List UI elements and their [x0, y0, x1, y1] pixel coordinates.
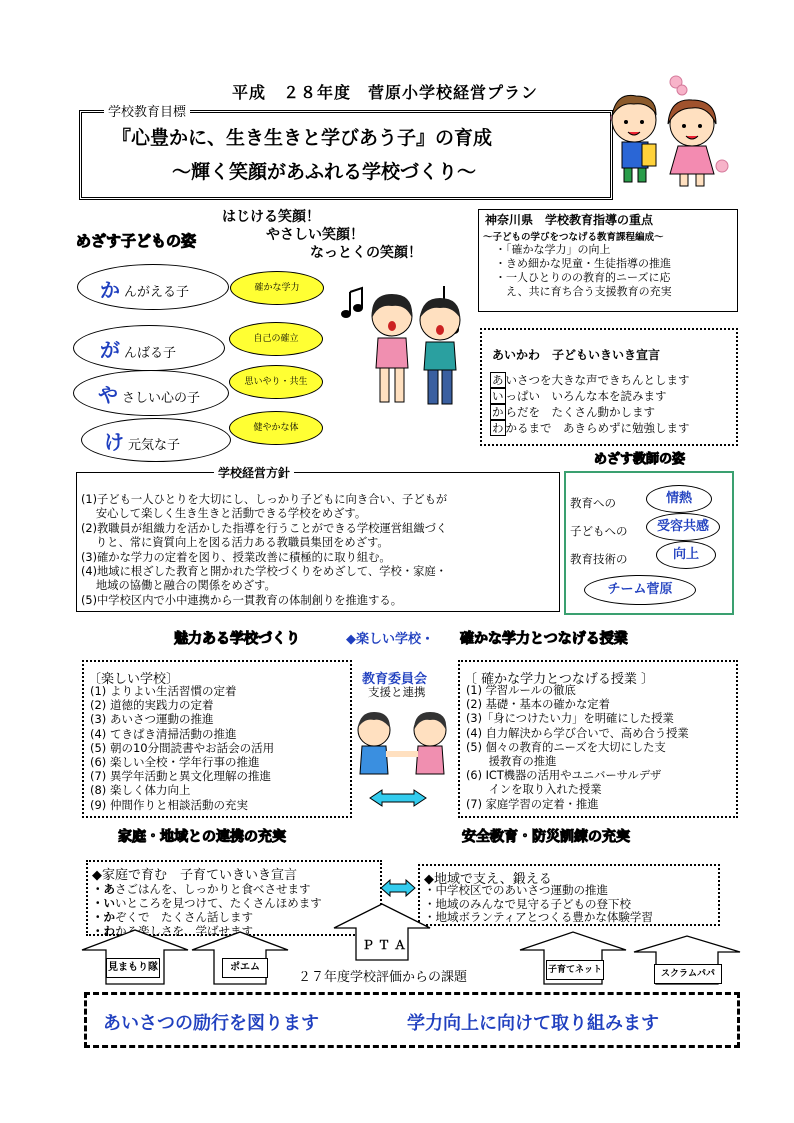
fun-school-item: (6) 楽しい全校・学年行事の推進: [90, 755, 260, 770]
banner-fun-school: ◆楽しい学校・: [346, 632, 434, 647]
home-initial: ・わ: [92, 924, 115, 938]
fun-school-item: (9) 仲間作りと相談活動の充実: [90, 797, 248, 812]
home-title: ◆家庭で育む 子育ていきいき宣言: [92, 868, 297, 883]
kanagawa-item: え、共に育ち合う支援教育の充実: [495, 285, 672, 298]
policy-list: [81, 493, 447, 608]
evaluation-label: ２７年度学校評価からの課題: [298, 970, 468, 985]
kanagawa-item: ・一人ひとりのの教育的ニーズに応: [495, 271, 671, 284]
lessons-item: (6) ICT機器の活用やユニバーサルデザ: [466, 769, 662, 783]
fun-school-item: (2) 道徳的実践力の定着: [90, 698, 214, 713]
child-initial: か: [100, 278, 120, 302]
lessons-item: 援教育の推進: [466, 755, 557, 769]
child-initial: が: [100, 338, 120, 362]
lessons-title: 〔 確かな学力とつなげる授業 〕: [464, 672, 655, 687]
kanagawa-item: ・きめ細かな児童・生徒指導の推進: [495, 257, 671, 270]
fun-school-item: (7) 異学年活動と異文化理解の推進: [90, 769, 271, 784]
lessons-item: (3)「身につけたい力」を明確にした授業: [466, 712, 674, 726]
fun-school-item: (8) 楽しく体力向上: [90, 783, 191, 798]
smile-line-1: はじける笑顔！: [222, 209, 320, 225]
policy-line: 地域の協働と融合の関係をめざす。: [81, 579, 276, 593]
home-initial: ・い: [92, 896, 115, 910]
community-box: [418, 864, 720, 926]
goal-academic: 学力向上に向けて取り組みます: [407, 1013, 659, 1034]
teacher-label: 教育への: [570, 496, 616, 510]
fun-school-item: (3) あいさつ運動の推進: [90, 712, 214, 727]
fun-school-box: [82, 660, 352, 818]
home-text: さごはんを、しっかりと食べさせます: [115, 882, 311, 896]
kanagawa-title: 神奈川県 学校教育指導の重点: [485, 213, 654, 227]
goal-label: 学校教育目標: [104, 101, 190, 120]
board-sub: 支援と連携: [368, 685, 426, 699]
policy-title: 学校経営方針: [214, 464, 294, 481]
smile-line-2: やさしい笑顔！: [266, 227, 364, 243]
group-poem: ポエム: [222, 958, 268, 978]
kanagawa-box: [478, 209, 738, 312]
child-initial: や: [98, 383, 118, 407]
declaration-text: いさつを大きな声できちんとします: [505, 373, 690, 387]
lessons-list: [466, 684, 689, 812]
declaration-initial: か: [492, 405, 504, 419]
lessons-item: (1) 学習ルールの徹底: [466, 684, 576, 697]
children-heading: めざす子どもの姿: [76, 232, 197, 250]
teachers-heading: めざす教師の姿: [594, 452, 686, 467]
fun-school-item: (4) てきぱき清掃活動の推進: [90, 726, 237, 741]
child-goal-4: [81, 418, 231, 462]
community-item: ・中学校区でのあいさつ運動の推進: [424, 883, 608, 897]
community-item: ・地域のみんなで見守る子どもの登下校: [424, 896, 631, 911]
kanagawa-list: [495, 243, 672, 299]
child-goal-2: [73, 325, 225, 371]
child-rest: んばる子: [124, 346, 177, 361]
child-rest: さしい心の子: [122, 391, 201, 406]
declaration-initial: い: [492, 389, 504, 403]
policy-line: (5)中学校区内で小中連携から一貫教育の体制創りを推進する。: [81, 593, 403, 607]
child-goal-1: [77, 264, 229, 310]
page-title: 平成 ２８年度 菅原小学校経営プラン: [232, 83, 539, 102]
fun-school-list: [90, 684, 274, 812]
lessons-item: (2) 基礎・基本の確かな定着: [466, 698, 610, 712]
fun-school-item: (1) よりよい生活習慣の定着: [90, 684, 237, 698]
banner-home-community: 家庭・地域との連携の充実: [118, 829, 286, 845]
policy-line: りと、常に資質向上を図る活力ある教職員集団をめざす。: [81, 536, 389, 550]
fun-school-title: 〔楽しい学校〕: [88, 672, 180, 687]
declaration-box: [480, 328, 738, 446]
declaration-initial: わ: [492, 421, 504, 435]
declaration-text: っぱい いろんな本を読みます: [505, 389, 667, 403]
trait-3: 思いやり・共生: [229, 365, 323, 399]
teachers-box: [564, 471, 734, 615]
trait-1: 確かな学力: [230, 271, 324, 305]
policy-line: (3)確かな学力の定着を図り、授業改善に積極的に取り組む。: [81, 550, 391, 564]
goal-main: 『心豊かに、生き生きと学びあう子』の育成: [112, 127, 493, 149]
singing-kids-illustration: [340, 278, 480, 418]
lessons-item: (5) 個々の教育的ニーズを大切にした支: [466, 740, 666, 754]
lessons-box: [458, 660, 738, 818]
kids-illustration-header: [604, 70, 730, 195]
fun-school-item: (5) 朝の10分間読書やお話会の活用: [90, 740, 275, 755]
community-title: ◆地域で支え、鍛える: [424, 872, 552, 887]
home-initial: ・あ: [92, 882, 115, 896]
child-rest: 元気な子: [128, 438, 181, 453]
child-rest: んがえる子: [124, 285, 190, 300]
trait-4: 健やかな体: [229, 411, 323, 445]
community-list: [424, 884, 653, 925]
home-text: かる楽しさを、学ばせます: [115, 924, 253, 938]
handshake-illustration: [352, 708, 452, 780]
group-kosodate: 子育てネット: [546, 960, 604, 980]
policy-line: (1)子ども一人ひとりを大切にし、しっかり子どもに向き合い、子どもが: [81, 493, 448, 506]
policy-line: 安心して楽しく生き生きと活動できる学校をめざす。: [81, 507, 367, 521]
home-initial: ・か: [92, 910, 115, 924]
child-goal-3: [73, 370, 229, 416]
declaration-text: らだを たくさん動かします: [505, 405, 655, 419]
declaration-list: [490, 372, 690, 436]
declaration-title: あいかわ 子どもいきいき宣言: [492, 348, 661, 362]
policy-line: (2)教職員が組織力を活かした指導を行うことができる学校運営組織づく: [81, 521, 448, 535]
home-text: ぞくで たくさん話します: [115, 910, 253, 924]
trait-2: 自己の確立: [229, 322, 323, 356]
board-title: 教育委員会: [362, 672, 428, 687]
goal-box: [79, 110, 613, 200]
teacher-value: 情熱: [646, 485, 712, 513]
community-item: ・地域ボランティアとつくる豊かな体験学習: [424, 910, 653, 924]
policy-line: (4)地域に根ざした教育と開かれた学校づくりをめざして、学校・家庭・: [81, 565, 447, 579]
lessons-item: (7) 家庭学習の定着・推進: [466, 797, 599, 811]
child-initial: け: [104, 430, 124, 454]
declaration-initial: あ: [492, 373, 504, 387]
teacher-value: 受容共感: [646, 513, 720, 541]
double-arrow-icon: [380, 878, 416, 898]
pta-label: ＰＴＡ: [362, 938, 411, 952]
lessons-item: インを取り入れた授業: [466, 783, 602, 797]
team-label: チーム菅原: [584, 575, 696, 605]
declaration-text: かるまで あきらめずに勉強します: [505, 421, 690, 435]
group-scrum: スクラムパパ: [654, 964, 722, 984]
kanagawa-subtitle: 〜子どもの学びをつなげる教育課程編成〜: [483, 232, 664, 243]
policy-box: [76, 472, 560, 612]
goal-greeting: あいさつの励行を図ります: [103, 1013, 319, 1034]
home-text: いところを見つけて、たくさんほめます: [115, 896, 322, 910]
kanagawa-item: ・「確かな学力」の向上: [495, 243, 611, 256]
banner-solid-learning: 確かな学力とつなげる授業: [460, 631, 628, 647]
goal-sub: 〜輝く笑顔があふれる学校づくり〜: [172, 161, 477, 183]
double-arrow-icon: [368, 788, 428, 808]
teacher-label: 子どもへの: [570, 524, 628, 538]
banner-safety: 安全教育・防災訓練の充実: [462, 829, 630, 845]
teacher-label: 教育技術の: [570, 552, 628, 566]
pta-arrow: [332, 902, 432, 962]
banner-attractive-school: 魅力ある学校づくり: [174, 631, 300, 647]
goals-bar: [84, 992, 740, 1048]
smile-line-3: なっとくの笑顔！: [310, 245, 422, 261]
teacher-value: 向上: [656, 541, 716, 569]
group-mimamori: 見まもり隊: [106, 958, 160, 978]
lessons-item: (4) 自力解決から学び合いで、高め合う授業: [466, 726, 689, 740]
